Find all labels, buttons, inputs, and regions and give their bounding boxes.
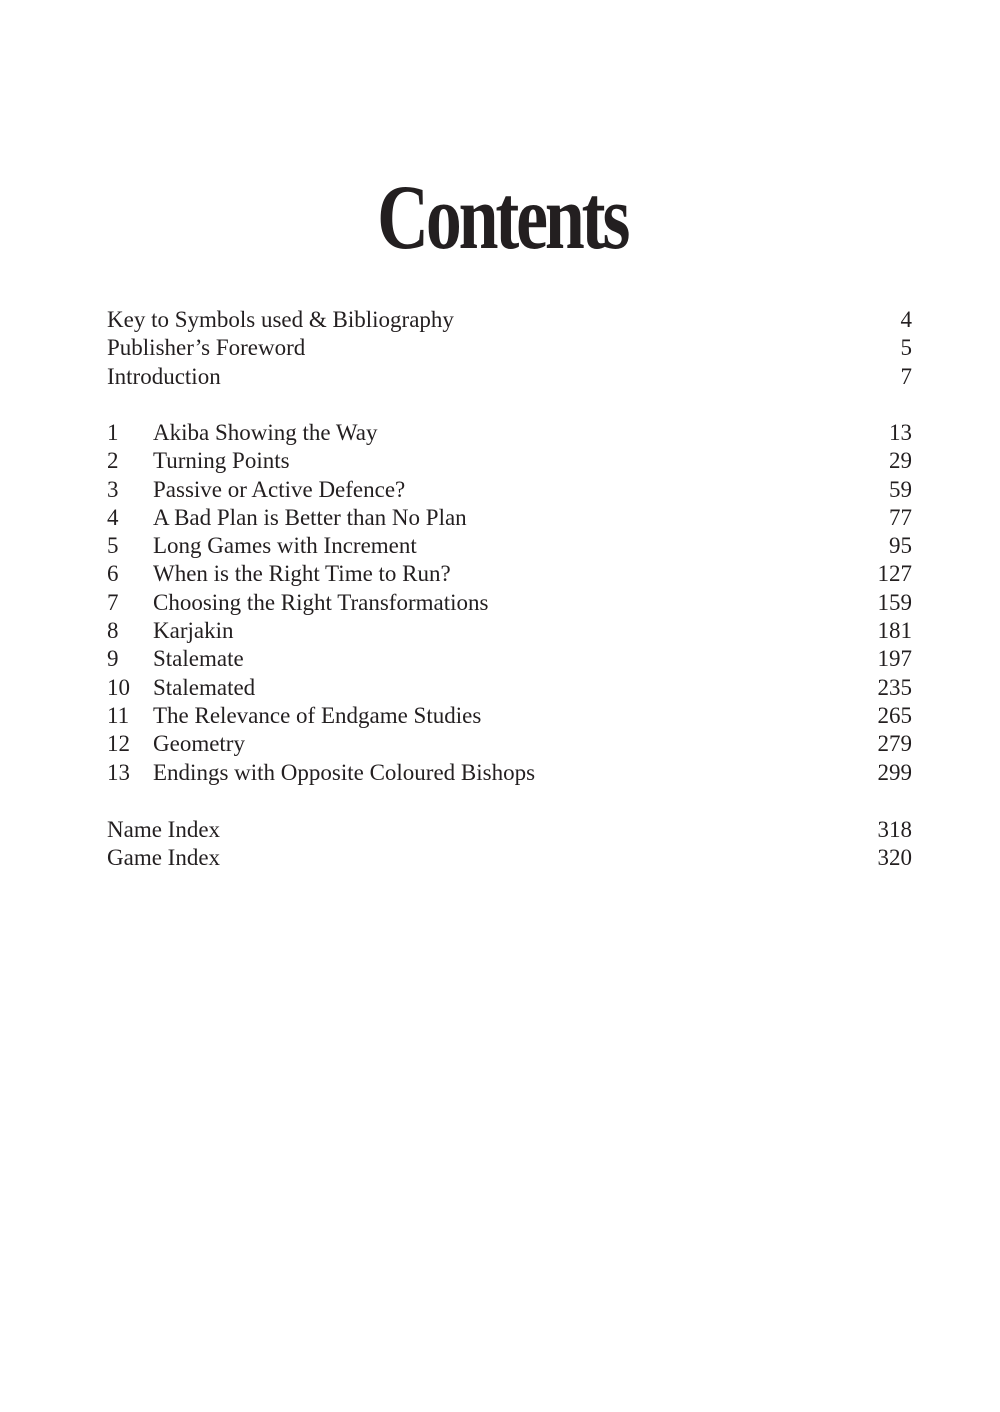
chapter-page: 159 <box>877 589 912 615</box>
toc-entry-page: 5 <box>900 335 912 361</box>
toc-entry-page: 318 <box>877 817 912 842</box>
chapter-entry[interactable] <box>107 560 912 588</box>
page-title: Contents <box>377 165 628 268</box>
chapter-number: 10 <box>107 674 130 700</box>
chapter-title: Turning Points <box>153 448 290 474</box>
toc-entry[interactable] <box>107 363 912 391</box>
chapter-page: 13 <box>889 420 912 445</box>
chapter-title: Karjakin <box>153 618 234 644</box>
chapter-number: 6 <box>107 561 119 587</box>
chapter-entry[interactable] <box>107 504 912 532</box>
chapter-page: 95 <box>889 533 912 559</box>
chapter-title: Long Games with Increment <box>153 533 417 559</box>
chapter-list <box>107 419 912 787</box>
chapter-title: Passive or Active Defence? <box>153 476 406 502</box>
chapter-entry[interactable] <box>107 645 912 673</box>
front-matter-list <box>107 306 912 391</box>
chapter-entry[interactable] <box>107 532 912 560</box>
chapter-page: 59 <box>889 476 912 502</box>
chapter-number: 13 <box>107 759 130 785</box>
chapter-page: 279 <box>877 731 912 757</box>
chapter-page: 197 <box>877 646 912 672</box>
chapter-number: 1 <box>107 420 119 445</box>
chapter-number: 9 <box>107 646 119 672</box>
chapter-title: Stalemated <box>153 674 256 700</box>
chapter-entry[interactable] <box>107 759 912 787</box>
chapter-entry[interactable] <box>107 617 912 645</box>
chapter-entry[interactable] <box>107 702 912 730</box>
toc-entry-page: 7 <box>900 363 912 389</box>
chapter-number: 5 <box>107 533 119 559</box>
chapter-entry[interactable] <box>107 419 912 447</box>
chapter-title: The Relevance of Endgame Studies <box>153 702 482 728</box>
toc-entry-title: Game Index <box>107 845 221 871</box>
chapter-title: Geometry <box>153 731 245 757</box>
back-matter-list <box>107 816 912 873</box>
chapter-number: 2 <box>107 448 119 474</box>
toc-entry[interactable] <box>107 844 912 872</box>
chapter-entry[interactable] <box>107 730 912 758</box>
chapter-number: 7 <box>107 589 119 615</box>
chapter-entry[interactable] <box>107 589 912 617</box>
chapter-number: 3 <box>107 476 119 502</box>
toc-entry-title: Key to Symbols used & Bibliography <box>107 307 454 332</box>
chapter-title: A Bad Plan is Better than No Plan <box>153 504 467 530</box>
chapter-entry[interactable] <box>107 447 912 475</box>
chapter-number: 12 <box>107 731 130 757</box>
chapter-page: 299 <box>877 759 912 785</box>
toc-entry-title: Name Index <box>107 817 221 842</box>
chapter-title: Stalemate <box>153 646 244 672</box>
chapter-title: Akiba Showing the Way <box>153 420 378 445</box>
chapter-number: 8 <box>107 618 119 644</box>
chapter-entry[interactable] <box>107 674 912 702</box>
chapter-page: 77 <box>889 504 912 530</box>
chapter-title: Choosing the Right Transformations <box>153 589 489 615</box>
chapter-page: 265 <box>877 702 912 728</box>
chapter-title: Endings with Opposite Coloured Bishops <box>153 759 536 785</box>
toc-entry[interactable] <box>107 816 912 844</box>
toc-entry-page: 320 <box>877 845 912 871</box>
chapter-page: 181 <box>877 618 912 644</box>
chapter-number: 4 <box>107 504 119 530</box>
chapter-entry[interactable] <box>107 476 912 504</box>
toc-entry[interactable] <box>107 334 912 362</box>
chapter-page: 127 <box>877 561 912 587</box>
chapter-number: 11 <box>107 702 130 728</box>
toc-entry-title: Introduction <box>107 363 221 389</box>
toc-entry-title: Publisher’s Foreword <box>107 335 306 361</box>
toc-entry-page: 4 <box>900 307 912 332</box>
chapter-page: 235 <box>877 674 912 700</box>
toc-entry[interactable] <box>107 306 912 334</box>
chapter-page: 29 <box>889 448 912 474</box>
chapter-title: When is the Right Time to Run? <box>153 561 451 587</box>
